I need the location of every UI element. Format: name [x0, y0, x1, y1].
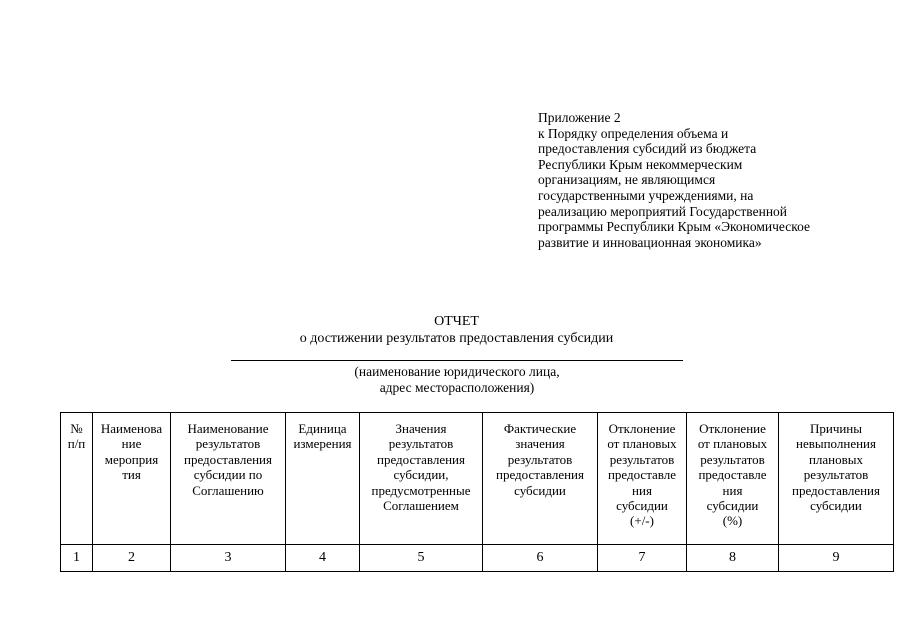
header-line: предоставле [607, 467, 677, 483]
header-line: № [70, 421, 83, 436]
header-line: результатов [700, 451, 765, 467]
report-subtitle: о достижении результатов предоставления субсидии [299, 331, 614, 346]
appendix-line: предоставления субсидий из бюджета [538, 141, 757, 157]
appendix-line: программы Республики Крым «Экономическое [538, 219, 811, 235]
appendix-line: организациям, не являющимся [538, 172, 716, 188]
header-line: Значения [395, 421, 447, 436]
header-line: Отклонение [699, 421, 766, 436]
column-number-cell: 5 [360, 545, 483, 572]
header-line: Отклонение [608, 421, 676, 436]
header-line: результатов [803, 467, 869, 483]
column-number-cell: 6 [483, 545, 598, 572]
header-line: субсидии по [193, 467, 263, 483]
header-line: Соглашением [383, 498, 459, 514]
header-line: результатов [609, 451, 675, 467]
column-number-cell: 3 [171, 545, 286, 572]
table-header-row [61, 413, 894, 545]
header-line: субсидии, [393, 467, 449, 483]
column-number-cell: 1 [61, 545, 93, 572]
header-line: мероприя [104, 451, 159, 467]
header-line: ние [121, 436, 142, 452]
table-number-row [61, 545, 894, 572]
appendix-line: развитие и инновационная экономика» [538, 234, 762, 250]
appendix-block [538, 110, 878, 250]
column-number-cell: 2 [93, 545, 171, 572]
header-cell-number [61, 413, 93, 545]
header-line: Соглашению [192, 482, 264, 498]
appendix-line: к Порядку определения объема и [538, 125, 729, 141]
header-line: Причины [809, 421, 863, 436]
report-title: ОТЧЕТ [434, 314, 479, 329]
entity-address-hint: адрес месторасположения) [379, 380, 535, 395]
header-line: предусмотренные [371, 482, 471, 498]
header-line: предоставления [184, 451, 272, 467]
header-line: Наименова [100, 421, 163, 436]
column-number-cell: 9 [779, 545, 894, 572]
header-line: п/п [67, 436, 86, 452]
header-cell-actual-values [483, 413, 598, 545]
header-line: предоставления [377, 451, 465, 467]
header-cell-deviation-abs [598, 413, 687, 545]
header-line: Фактические [503, 421, 577, 436]
header-line: субсидии [514, 482, 566, 498]
header-line: значения [515, 436, 565, 452]
header-line: предоставления [792, 482, 880, 498]
header-line: субсидии [616, 498, 668, 514]
header-cell-planned-values [360, 413, 483, 545]
header-line: ния [632, 482, 652, 498]
header-cell-unit [286, 413, 360, 545]
header-line: результатов [388, 436, 454, 452]
header-line: от плановых [607, 436, 677, 452]
header-line: субсидии [706, 498, 759, 514]
column-number-cell: 4 [286, 545, 360, 572]
header-cell-deviation-pct [687, 413, 779, 545]
blank-fill-line [231, 360, 683, 361]
header-cell-reasons [779, 413, 894, 545]
header-cell-event-name [93, 413, 171, 545]
header-line: (%) [722, 513, 743, 529]
header-line: Единица [298, 421, 347, 436]
header-line: субсидии [810, 498, 862, 514]
header-line: результатов [195, 436, 261, 452]
report-table [60, 412, 894, 572]
header-line: Наименование [187, 421, 269, 436]
appendix-line: реализацию мероприятий Государственной [538, 203, 788, 219]
header-line: плановых [808, 451, 864, 467]
header-line: измерения [293, 436, 352, 452]
appendix-line: Приложение 2 [538, 110, 621, 125]
header-line: предоставле [698, 467, 767, 483]
header-line: (+/-) [630, 513, 654, 529]
column-number-cell: 8 [687, 545, 779, 572]
header-line: невыполнения [796, 436, 876, 452]
appendix-line: Республики Крым некоммерческим [538, 156, 743, 172]
header-line: ния [722, 482, 743, 498]
header-line: тия [122, 467, 141, 483]
column-number-cell: 7 [598, 545, 687, 572]
header-line: от плановых [697, 436, 768, 452]
header-line: предоставления [496, 467, 584, 483]
header-line: результатов [507, 451, 573, 467]
appendix-line: государственными учреждениями, на [538, 187, 754, 203]
header-cell-result-name [171, 413, 286, 545]
entity-name-hint: (наименование юридического лица, [354, 364, 560, 379]
